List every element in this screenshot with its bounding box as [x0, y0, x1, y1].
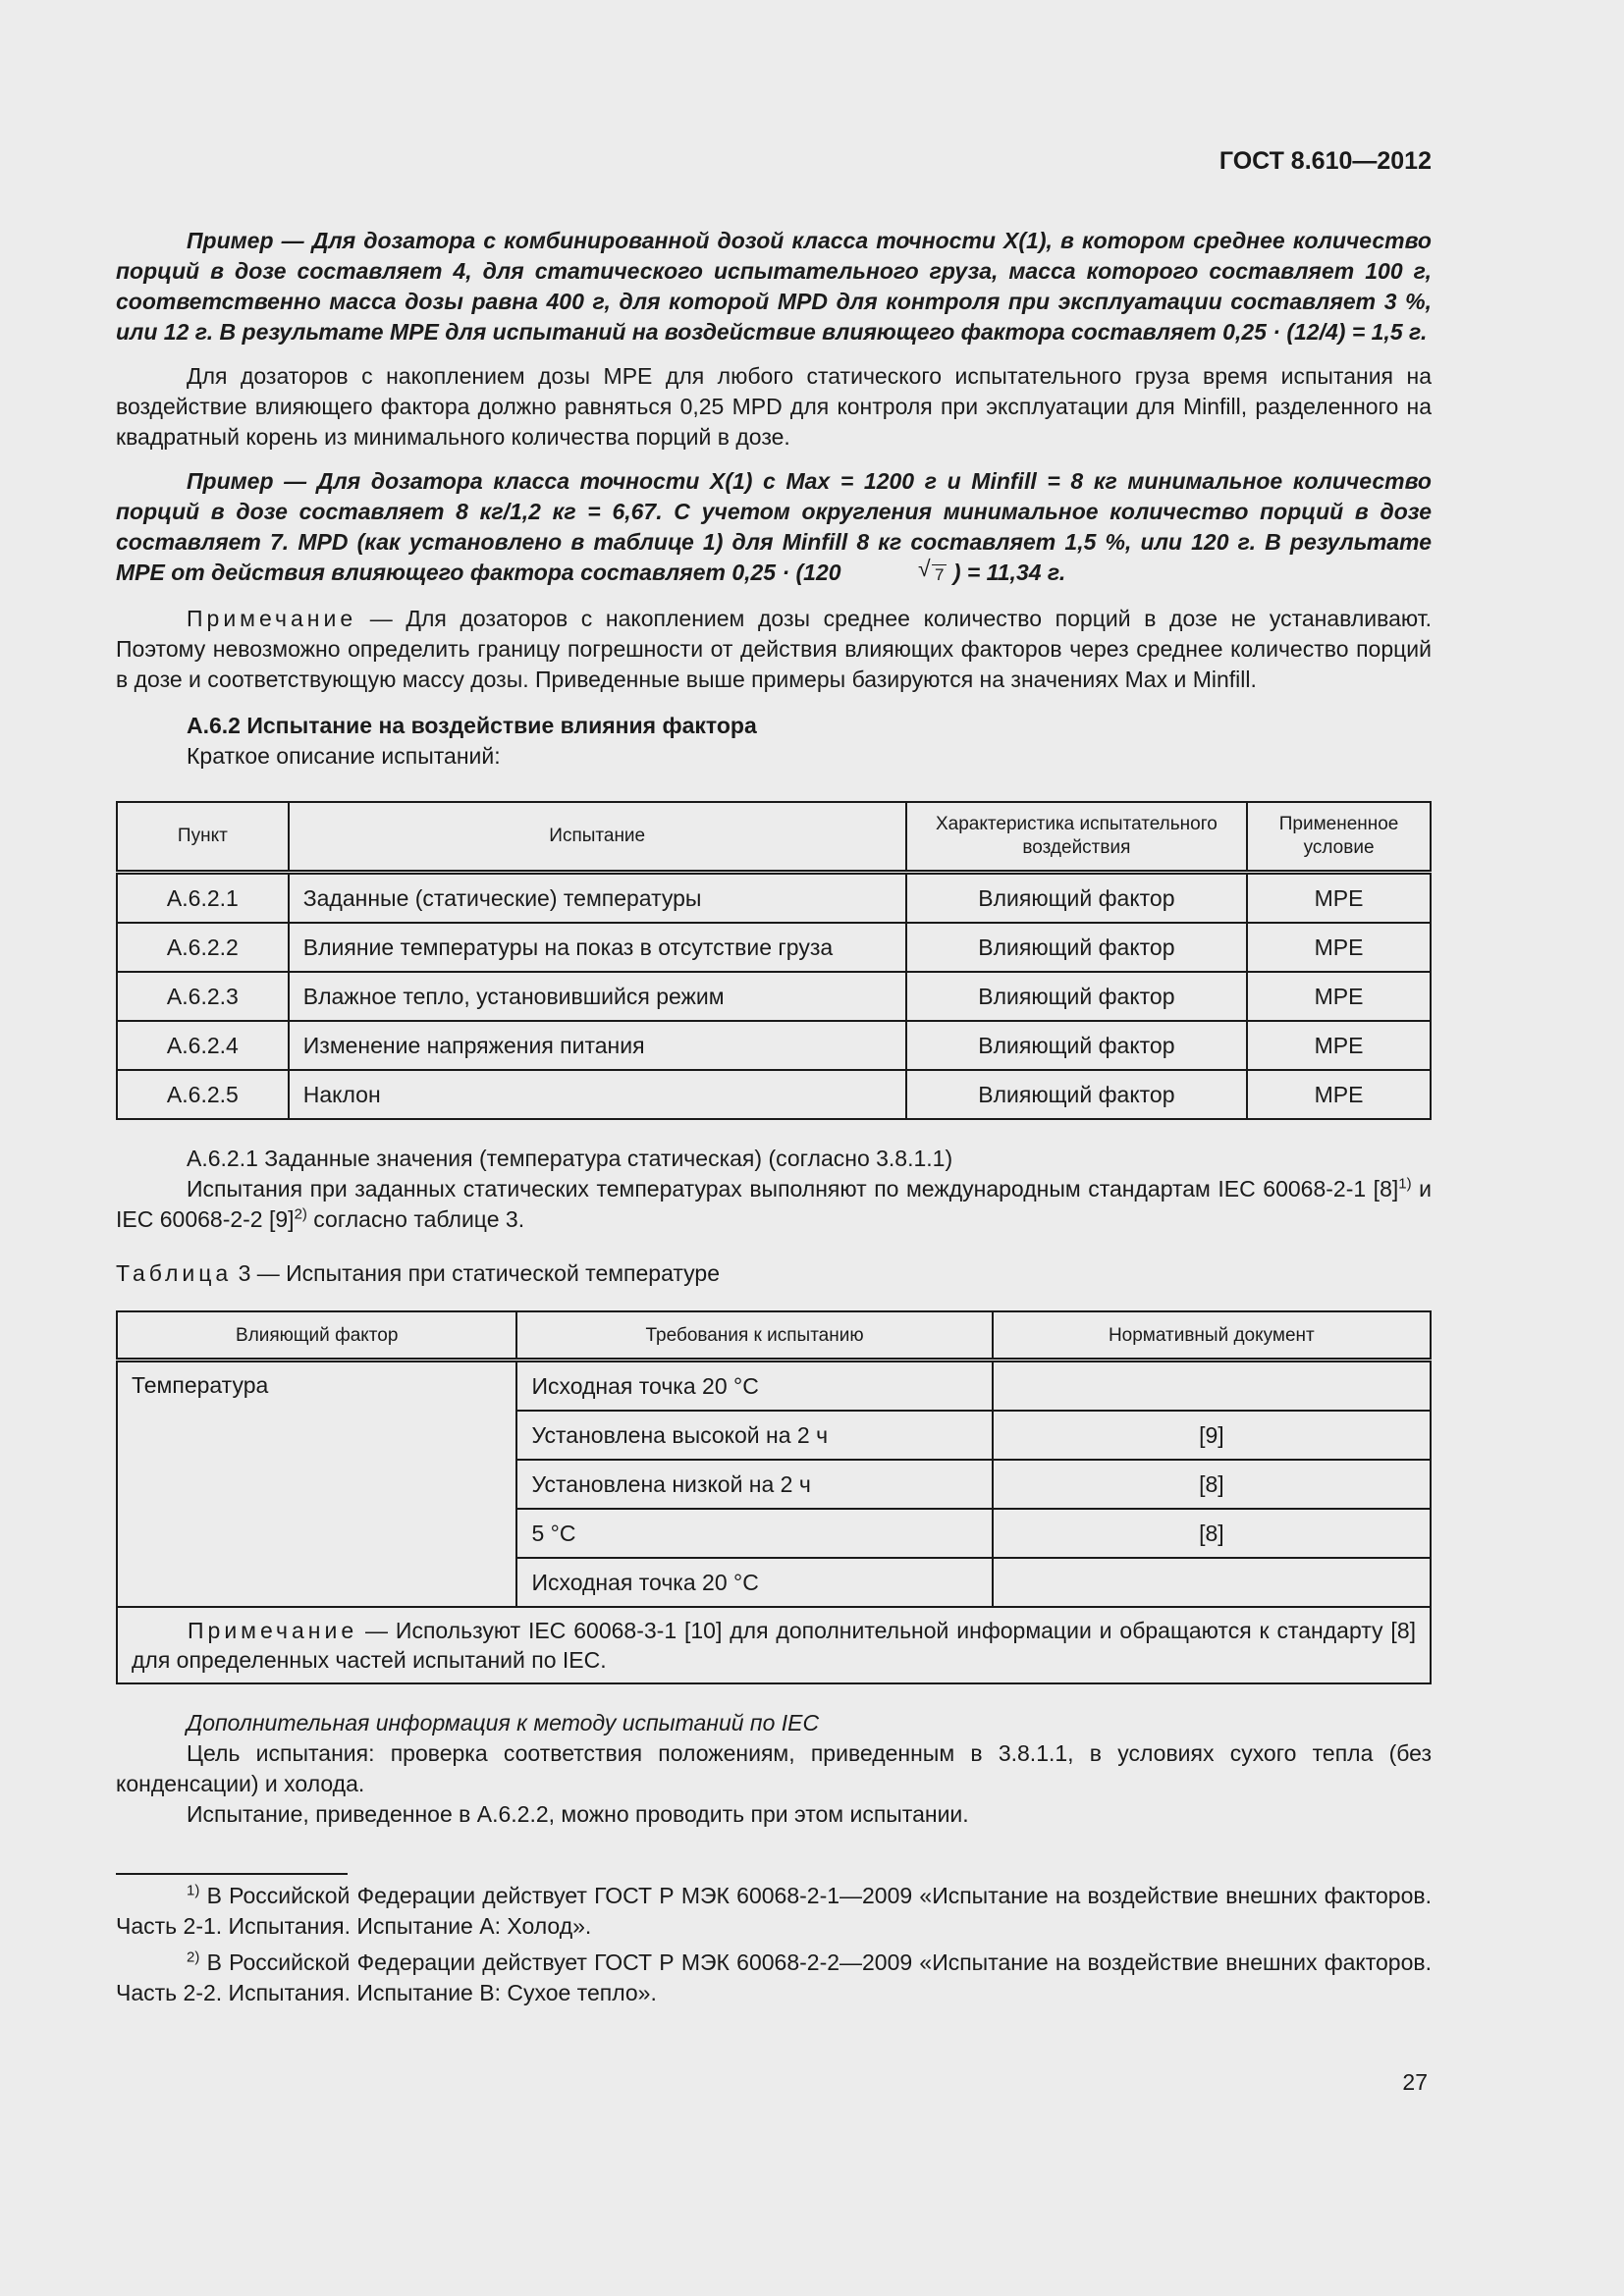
cell-test: Заданные (статические) температуры	[289, 873, 906, 924]
cell-characteristic: Влияющий фактор	[906, 972, 1247, 1021]
footnote-2-mark: 2)	[187, 1949, 200, 1966]
header-characteristic: Характеристика испытательного воздействия	[906, 802, 1247, 873]
cell-factor: Температура	[117, 1361, 516, 1608]
cell-item: А.6.2.1	[117, 873, 289, 924]
section-heading: А.6.2 Испытание на воздействие влияния фактора	[187, 713, 757, 738]
table-row	[117, 873, 1431, 924]
cell-item: А.6.2.3	[117, 972, 289, 1021]
footnote-1-text: В Российской Федерации действует ГОСТ Р МЭК 60068-2-1—2009 «Испытание на воздействие внешних факторов. Часть 2-1. Испытания. Испытание А: Холод».	[116, 1883, 1432, 1939]
header-item: Пункт	[117, 802, 289, 873]
static-temperature-table	[116, 1310, 1432, 1684]
a621-text	[116, 1174, 1432, 1235]
table-row	[117, 1021, 1431, 1070]
cell-requirement: Установлена низкой на 2 ч	[516, 1460, 992, 1509]
table-3-note-label: Примечание	[188, 1618, 358, 1643]
document-code: ГОСТ 8.610—2012	[1218, 147, 1432, 175]
cell-characteristic: Влияющий фактор	[906, 1021, 1247, 1070]
header-test: Испытание	[289, 802, 906, 873]
table-note-row	[117, 1607, 1431, 1683]
cell-test: Влажное тепло, установившийся режим	[289, 972, 906, 1021]
table-3-note-text: — Используют IEC 60068-3-1 [10] для дополнительной информации и обращаются к стандарту [8] для определенных частей испытаний по IEC.	[132, 1618, 1416, 1673]
cell-characteristic: Влияющий фактор	[906, 923, 1247, 972]
example-2	[116, 466, 1432, 590]
footnote-ref-2: 2)	[294, 1205, 307, 1223]
cell-item: А.6.2.4	[117, 1021, 289, 1070]
header-normative-doc: Нормативный документ	[993, 1311, 1431, 1361]
cell-item: А.6.2.2	[117, 923, 289, 972]
cell-item: А.6.2.5	[117, 1070, 289, 1119]
cell-document: [9]	[993, 1411, 1431, 1460]
page-number: 27	[1402, 2069, 1428, 2095]
table-3-caption-text: 3 — Испытания при статической температуре	[232, 1260, 721, 1286]
tests-summary-table	[116, 801, 1432, 1120]
footnote-2-text: В Российской Федерации действует ГОСТ Р МЭК 60068-2-2—2009 «Испытание на воздействие внешних факторов. Часть 2-2. Испытания. Испытание В: Сухое тепло».	[116, 1949, 1432, 2005]
a621-text-b: и IEC 60068-2-2 [9]	[116, 1176, 1432, 1232]
cell-characteristic: Влияющий фактор	[906, 1070, 1247, 1119]
a621-text-a: Испытания при заданных статических температурах выполняют по международным стандартам IEC 60068-2-1 [8]	[187, 1176, 1399, 1201]
header-factor: Влияющий фактор	[117, 1311, 516, 1361]
cell-requirement: Установлена высокой на 2 ч	[516, 1411, 992, 1460]
table-3-caption	[116, 1258, 1432, 1289]
cell-condition: MPE	[1247, 873, 1431, 924]
cell-condition: MPE	[1247, 1021, 1431, 1070]
additional-info-goal: Цель испытания: проверка соответствия положениям, приведенным в 3.8.1.1, в условиях сухого тепла (без конденсации) и холода.	[116, 1740, 1432, 1796]
cell-test: Наклон	[289, 1070, 906, 1119]
cell-document	[993, 1361, 1431, 1412]
cell-test: Влияние температуры на показ в отсутствие груза	[289, 923, 906, 972]
footnote-1	[116, 1881, 1432, 1942]
table-row	[117, 923, 1431, 972]
cell-requirement: Исходная точка 20 °C	[516, 1361, 992, 1412]
sqrt-symbol: √ 7	[847, 558, 947, 590]
footnote-2	[116, 1948, 1432, 2008]
cell-condition: MPE	[1247, 923, 1431, 972]
table-header-row	[117, 1311, 1431, 1361]
table-header-row	[117, 802, 1431, 873]
note-1-text: — Для дозаторов с накоплением дозы среднее количество порций в дозе не устанавливают. Поэтому невозможно определить границу погрешности от действия влияющих факторов через среднее количество порций в дозе и соответствующую массу дозы. Приведенные выше примеры базируются на значениях Max и Minfill.	[116, 606, 1432, 692]
header-condition: Примененное условие	[1247, 802, 1431, 873]
table-3-caption-label: Таблица	[116, 1260, 233, 1286]
brief-description: Краткое описание испытаний:	[187, 743, 501, 769]
sqrt-argument: 7	[932, 564, 947, 584]
cell-characteristic: Влияющий фактор	[906, 873, 1247, 924]
cell-condition: MPE	[1247, 1070, 1431, 1119]
additional-info-title: Дополнительная информация к методу испытаний по IEC	[187, 1710, 820, 1735]
footnote-separator	[116, 1873, 348, 1875]
page-content	[116, 226, 1432, 2008]
note-1	[116, 604, 1432, 695]
paragraph-accumulation: Для дозаторов с накоплением дозы MPE для любого статического испытательного груза время испытания на воздействие влияющего фактора должно равняться 0,25 MPD для контроля при эксплуатации для Minfill, разделенного на квадратный корень из минимального количества порций в дозе.	[116, 363, 1432, 450]
example-2-text-b: ) = 11,34 г.	[952, 560, 1066, 585]
a621-text-c: согласно таблице 3.	[306, 1206, 525, 1232]
cell-document: [8]	[993, 1509, 1431, 1558]
footnote-ref-1: 1)	[1398, 1175, 1412, 1193]
additional-info-note: Испытание, приведенное в А.6.2.2, можно проводить при этом испытании.	[187, 1801, 969, 1827]
example-1: Пример — Для дозатора с комбинированной дозой класса точности X(1), в котором среднее количество порций в дозе составляет 4, для статического испытательного груза, масса которого составляет 100 г, соответственно масса дозы равна 400 г, для которой MPD для контроля при эксплуатации составляет 3 %, или 12 г. В результате MPE для испытаний на воздействие влияющего фактора составляет 0,25 · (12/4) = 1,5 г.	[116, 228, 1432, 345]
example-2-text-a: Пример — Для дозатора класса точности X(1) с Max = 1200 г и Minfill = 8 кг минимальное количество порций в дозе составляет 8 кг/1,2 кг = 6,67. С учетом округления минимальное количество порций в дозе составляет 7. MPD (как установлено в таблице 1) для Minfill 8 кг составляет 1,5 %, или 120 г. В результате MPE от действия влияющего фактора составляет 0,25 · (120	[116, 468, 1432, 585]
header-requirements: Требования к испытанию	[516, 1311, 992, 1361]
a621-title: А.6.2.1 Заданные значения (температура статическая) (согласно 3.8.1.1)	[187, 1146, 953, 1171]
table-row	[117, 1070, 1431, 1119]
cell-document: [8]	[993, 1460, 1431, 1509]
cell-test: Изменение напряжения питания	[289, 1021, 906, 1070]
table-row	[117, 972, 1431, 1021]
footnote-1-mark: 1)	[187, 1882, 200, 1899]
cell-requirement: 5 °C	[516, 1509, 992, 1558]
cell-document	[993, 1558, 1431, 1607]
note-1-label: Примечание	[187, 606, 357, 631]
table-row	[117, 1361, 1431, 1412]
cell-requirement: Исходная точка 20 °C	[516, 1558, 992, 1607]
table-3-note	[117, 1607, 1431, 1683]
cell-condition: MPE	[1247, 972, 1431, 1021]
